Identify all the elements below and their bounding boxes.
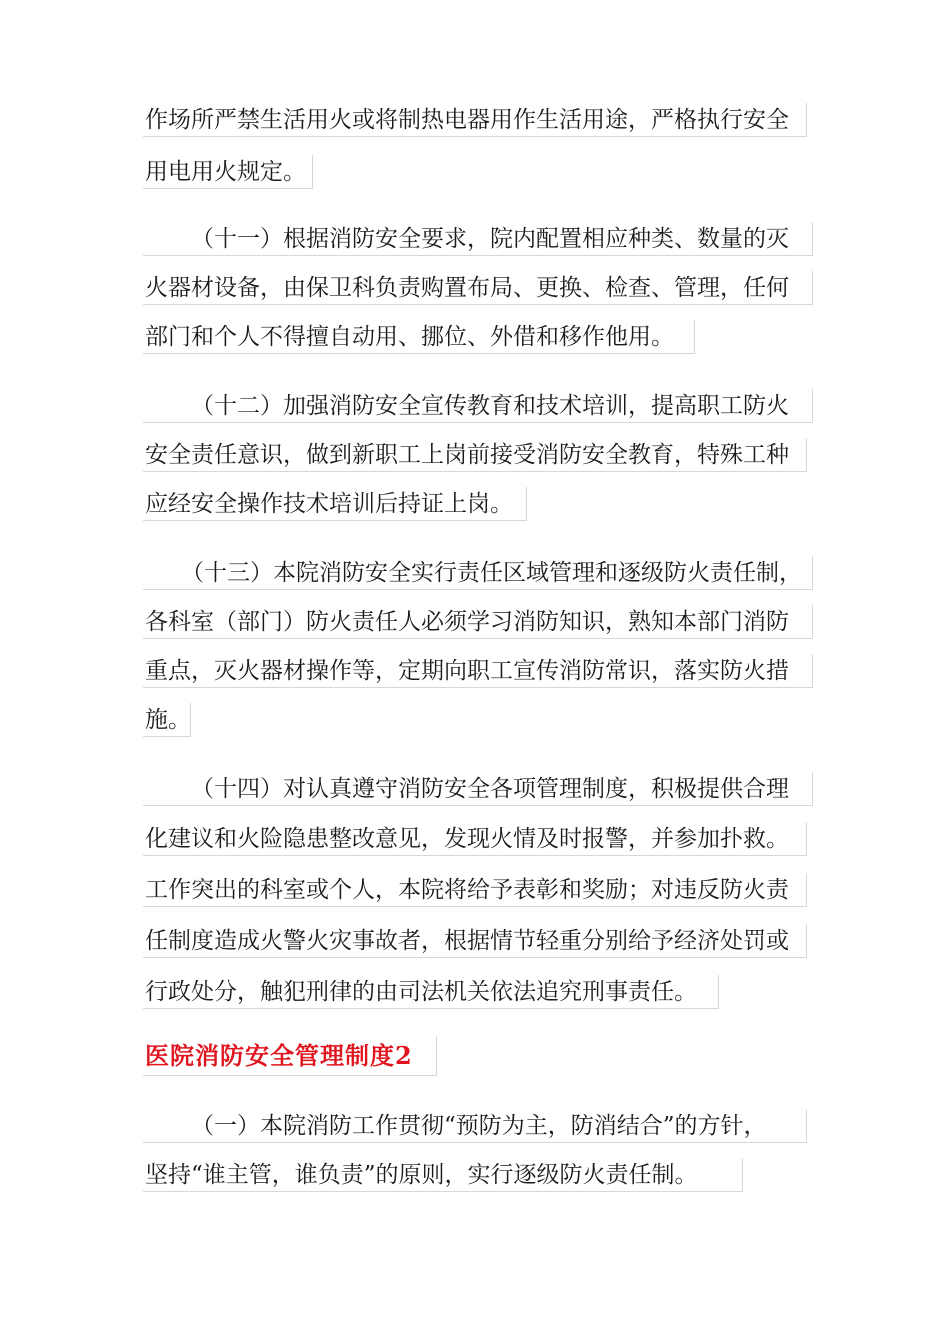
text-line: （十一）根据消防安全要求，院内配置相应种类、数量的灭 [143, 222, 813, 256]
text-line: （十四）对认真遵守消防安全各项管理制度，积极提供合理 [143, 772, 813, 806]
text-line: 化建议和火险隐患整改意见，发现火情及时报警，并参加扑救。 [143, 822, 807, 856]
text-line: 工作突出的科室或个人，本院将给予表彰和奖励；对违反防火责 [143, 873, 807, 907]
section-heading: 医院消防安全管理制度2 [143, 1036, 437, 1076]
text-line: （十三）本院消防安全实行责任区域管理和逐级防火责任制， [143, 556, 813, 590]
text-line: 作场所严禁生活用火或将制热电器用作生活用途，严格执行安全 [143, 103, 807, 137]
text-line: 各科室（部门）防火责任人必须学习消防知识，熟知本部门消防 [143, 605, 813, 639]
text-line: 应经安全操作技术培训后持证上岗。 [143, 487, 527, 521]
text-line: 施。 [143, 703, 191, 737]
text-line: 安全责任意识，做到新职工上岗前接受消防安全教育，特殊工种 [143, 438, 807, 472]
text-line: 坚持“谁主管，谁负责”的原则，实行逐级防火责任制。 [143, 1158, 743, 1192]
text-line: 任制度造成火警火灾事故者，根据情节轻重分别给予经济处罚或 [143, 924, 807, 958]
text-line: 重点，灭火器材操作等，定期向职工宣传消防常识，落实防火措 [143, 654, 813, 688]
text-line: 行政处分，触犯刑律的由司法机关依法追究刑事责任。 [143, 975, 719, 1009]
text-line: （一）本院消防工作贯彻“预防为主，防消结合”的方针， [143, 1109, 807, 1143]
text-line: 部门和个人不得擅自动用、挪位、外借和移作他用。 [143, 320, 695, 354]
text-line: （十二）加强消防安全宣传教育和技术培训，提高职工防火 [143, 389, 813, 423]
text-line: 火器材设备，由保卫科负责购置布局、更换、检查、管理，任何 [143, 271, 813, 305]
text-line: 用电用火规定。 [143, 155, 313, 189]
